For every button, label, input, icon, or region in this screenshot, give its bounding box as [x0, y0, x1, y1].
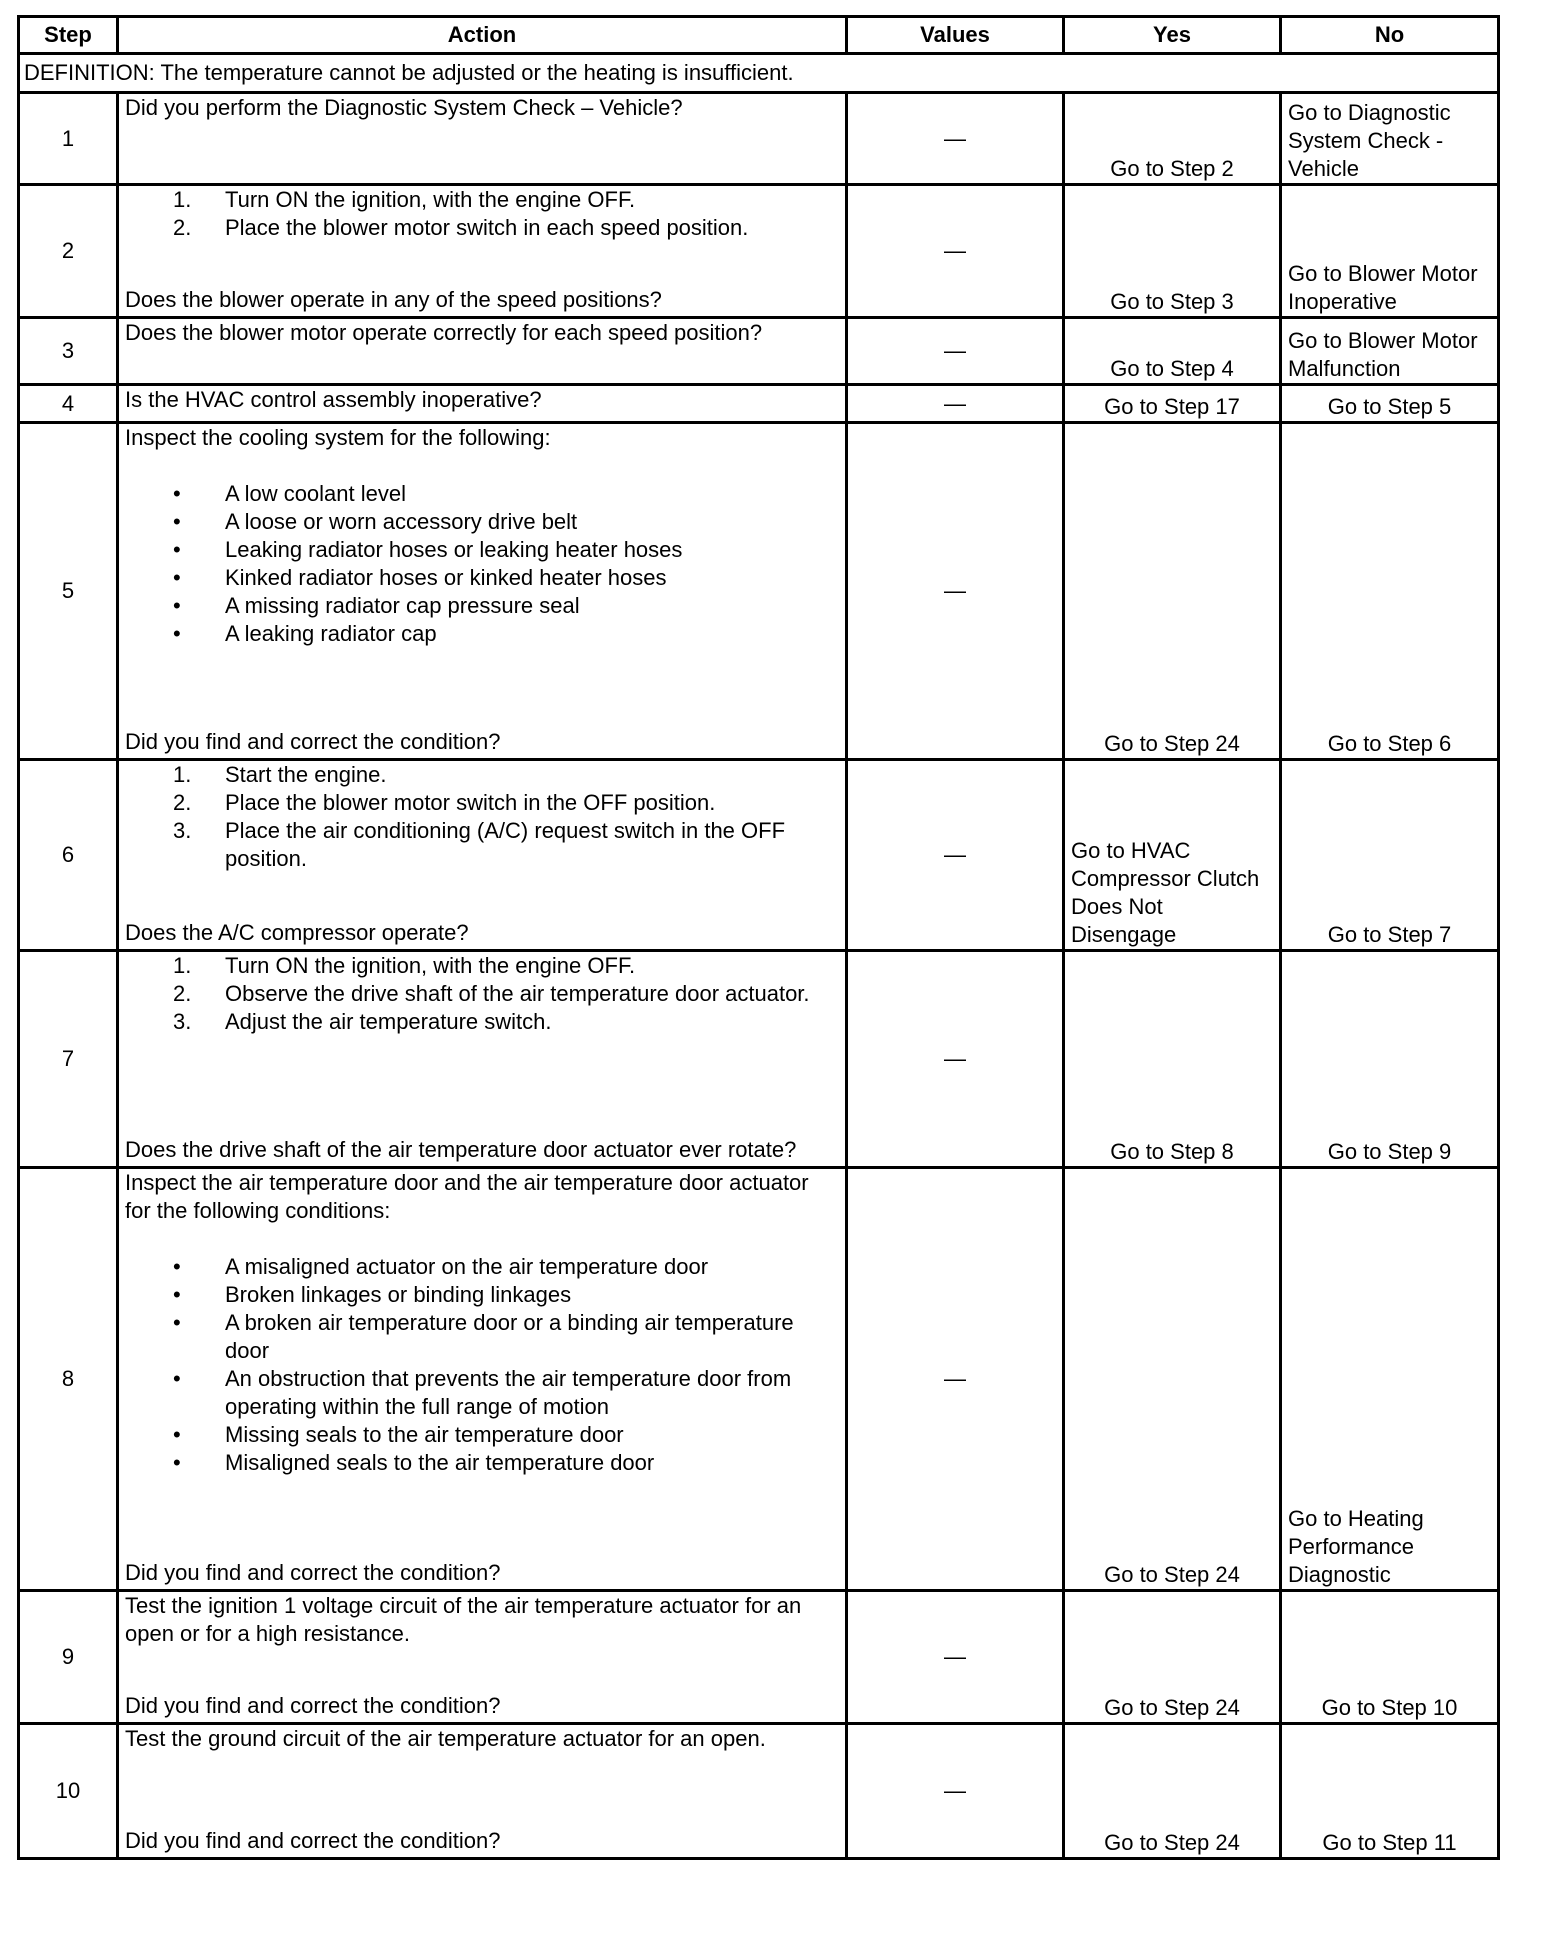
no-cell: Go to Step 7 [1281, 760, 1499, 951]
action-cell [118, 318, 847, 385]
action-list [125, 186, 839, 242]
header-no: No [1281, 17, 1499, 54]
action-question: Did you find and correct the condition? [125, 1560, 501, 1585]
action-question: Did you find and correct the condition? [125, 1693, 501, 1718]
header-action: Action [118, 17, 847, 54]
action-question: Does the blower operate in any of the speed positions? [125, 287, 662, 312]
action-intro: Did you perform the Diagnostic System Check – Vehicle? [125, 95, 683, 120]
action-list-item [125, 1309, 839, 1365]
action-list-item [125, 817, 839, 873]
yes-cell: Go to Step 24 [1064, 423, 1281, 760]
list-marker: • [173, 1310, 181, 1335]
action-list-item [125, 480, 839, 508]
table-row [19, 1591, 1499, 1724]
action-cell [118, 1168, 847, 1591]
action-list-item [125, 620, 839, 648]
list-item-text: Place the air conditioning (A/C) request switch in the OFF position. [225, 818, 786, 871]
action-intro: Is the HVAC control assembly inoperative? [125, 387, 542, 412]
action-list-item [125, 536, 839, 564]
table-row [19, 1724, 1499, 1859]
list-item-text: A leaking radiator cap [225, 621, 437, 646]
yes-cell: Go to HVAC Compressor Clutch Does Not Disengage [1064, 760, 1281, 951]
list-marker: 1. [173, 953, 192, 978]
values-cell: — [847, 423, 1064, 760]
values-cell: — [847, 1168, 1064, 1591]
list-item-text: A misaligned actuator on the air temperature door [225, 1254, 709, 1279]
list-item-text: A loose or worn accessory drive belt [225, 509, 578, 534]
values-cell: — [847, 1591, 1064, 1724]
action-cell [118, 760, 847, 951]
list-marker: 2. [173, 790, 192, 815]
action-list-item [125, 564, 839, 592]
no-cell: Go to Blower Motor Malfunction [1281, 318, 1499, 385]
list-marker: 3. [173, 818, 192, 843]
list-item-text: A missing radiator cap pressure seal [225, 593, 580, 618]
list-item-text: Place the blower motor switch in each speed position. [225, 215, 749, 240]
header-row [19, 17, 1499, 54]
list-item-text: An obstruction that prevents the air temperature door from operating within the full range of motion [225, 1366, 792, 1419]
action-list-item [125, 789, 839, 817]
values-cell: — [847, 1724, 1064, 1859]
action-list [125, 1253, 839, 1477]
list-marker: 1. [173, 762, 192, 787]
table-row [19, 93, 1499, 185]
table-row [19, 385, 1499, 423]
action-cell [118, 423, 847, 760]
yes-cell: Go to Step 4 [1064, 318, 1281, 385]
action-cell [118, 385, 847, 423]
yes-cell: Go to Step 3 [1064, 185, 1281, 318]
list-item-text: Turn ON the ignition, with the engine OFF. [225, 953, 636, 978]
no-cell: Go to Step 5 [1281, 385, 1499, 423]
action-list [125, 761, 839, 873]
step-number: 1 [19, 93, 118, 185]
action-cell [118, 1724, 847, 1859]
action-list-item [125, 1449, 839, 1477]
no-cell: Go to Step 9 [1281, 951, 1499, 1168]
action-intro: Does the blower motor operate correctly for each speed position? [125, 320, 763, 345]
header-values: Values [847, 17, 1064, 54]
step-number: 4 [19, 385, 118, 423]
yes-cell: Go to Step 24 [1064, 1724, 1281, 1859]
values-cell: — [847, 760, 1064, 951]
action-intro: Test the ignition 1 voltage circuit of the air temperature actuator for an open or for a high resistance. [125, 1593, 802, 1646]
list-marker: • [173, 481, 181, 506]
list-item-text: Broken linkages or binding linkages [225, 1282, 572, 1307]
list-marker: • [173, 537, 181, 562]
action-list-item [125, 186, 839, 214]
list-marker: 3. [173, 1009, 192, 1034]
step-number: 8 [19, 1168, 118, 1591]
table-row [19, 951, 1499, 1168]
action-question: Does the A/C compressor operate? [125, 920, 469, 945]
action-list-item [125, 1281, 839, 1309]
list-marker: 1. [173, 187, 192, 212]
values-cell: — [847, 185, 1064, 318]
list-item-text: A broken air temperature door or a binding air temperature door [225, 1310, 794, 1363]
action-intro: Inspect the cooling system for the following: [125, 425, 551, 450]
list-marker: • [173, 1422, 181, 1447]
action-list-item [125, 1421, 839, 1449]
table-row [19, 423, 1499, 760]
action-list-item [125, 1365, 839, 1421]
action-cell [118, 93, 847, 185]
list-item-text: Leaking radiator hoses or leaking heater hoses [225, 537, 683, 562]
action-list-item [125, 508, 839, 536]
yes-cell: Go to Step 24 [1064, 1591, 1281, 1724]
definition-text: DEFINITION: The temperature cannot be adjusted or the heating is insufficient. [19, 54, 1499, 93]
list-marker: • [173, 621, 181, 646]
list-marker: • [173, 1282, 181, 1307]
action-question: Does the drive shaft of the air temperature door actuator ever rotate? [125, 1137, 797, 1162]
diagnostic-table [17, 15, 1500, 1860]
yes-cell: Go to Step 8 [1064, 951, 1281, 1168]
yes-cell: Go to Step 17 [1064, 385, 1281, 423]
list-item-text: A low coolant level [225, 481, 406, 506]
action-cell [118, 185, 847, 318]
list-item-text: Turn ON the ignition, with the engine OFF. [225, 187, 636, 212]
action-list-item [125, 1253, 839, 1281]
action-list [125, 952, 839, 1036]
action-list-item [125, 592, 839, 620]
no-cell: Go to Step 6 [1281, 423, 1499, 760]
no-cell: Go to Step 11 [1281, 1724, 1499, 1859]
action-question: Did you find and correct the condition? [125, 1828, 501, 1853]
no-cell: Go to Blower Motor Inoperative [1281, 185, 1499, 318]
definition-row [19, 54, 1499, 93]
list-item-text: Adjust the air temperature switch. [225, 1009, 552, 1034]
list-marker: • [173, 1366, 181, 1391]
no-cell: Go to Heating Performance Diagnostic [1281, 1168, 1499, 1591]
step-number: 10 [19, 1724, 118, 1859]
step-number: 9 [19, 1591, 118, 1724]
action-intro: Inspect the air temperature door and the air temperature door actuator for the following conditions: [125, 1170, 809, 1223]
list-item-text: Misaligned seals to the air temperature door [225, 1450, 655, 1475]
values-cell: — [847, 93, 1064, 185]
table-row [19, 318, 1499, 385]
action-list [125, 480, 839, 648]
action-list-item [125, 952, 839, 980]
step-number: 3 [19, 318, 118, 385]
list-item-text: Start the engine. [225, 762, 387, 787]
list-marker: • [173, 593, 181, 618]
list-marker: 2. [173, 215, 192, 240]
no-cell: Go to Diagnostic System Check - Vehicle [1281, 93, 1499, 185]
table-row [19, 1168, 1499, 1591]
action-question: Did you find and correct the condition? [125, 729, 501, 754]
header-yes: Yes [1064, 17, 1281, 54]
action-list-item [125, 761, 839, 789]
list-item-text: Kinked radiator hoses or kinked heater hoses [225, 565, 667, 590]
no-cell: Go to Step 10 [1281, 1591, 1499, 1724]
list-item-text: Observe the drive shaft of the air temperature door actuator. [225, 981, 810, 1006]
action-list-item [125, 214, 839, 242]
values-cell: — [847, 385, 1064, 423]
values-cell: — [847, 318, 1064, 385]
list-item-text: Place the blower motor switch in the OFF position. [225, 790, 716, 815]
action-cell [118, 951, 847, 1168]
table-row [19, 185, 1499, 318]
list-marker: • [173, 1254, 181, 1279]
step-number: 7 [19, 951, 118, 1168]
table-row [19, 760, 1499, 951]
action-list-item [125, 1008, 839, 1036]
step-number: 2 [19, 185, 118, 318]
header-step: Step [19, 17, 118, 54]
values-cell: — [847, 951, 1064, 1168]
action-list-item [125, 980, 839, 1008]
step-number: 5 [19, 423, 118, 760]
list-marker: 2. [173, 981, 192, 1006]
action-intro: Test the ground circuit of the air temperature actuator for an open. [125, 1726, 766, 1751]
list-marker: • [173, 1450, 181, 1475]
list-marker: • [173, 509, 181, 534]
step-number: 6 [19, 760, 118, 951]
list-marker: • [173, 565, 181, 590]
yes-cell: Go to Step 2 [1064, 93, 1281, 185]
action-cell [118, 1591, 847, 1724]
list-item-text: Missing seals to the air temperature door [225, 1422, 624, 1447]
yes-cell: Go to Step 24 [1064, 1168, 1281, 1591]
